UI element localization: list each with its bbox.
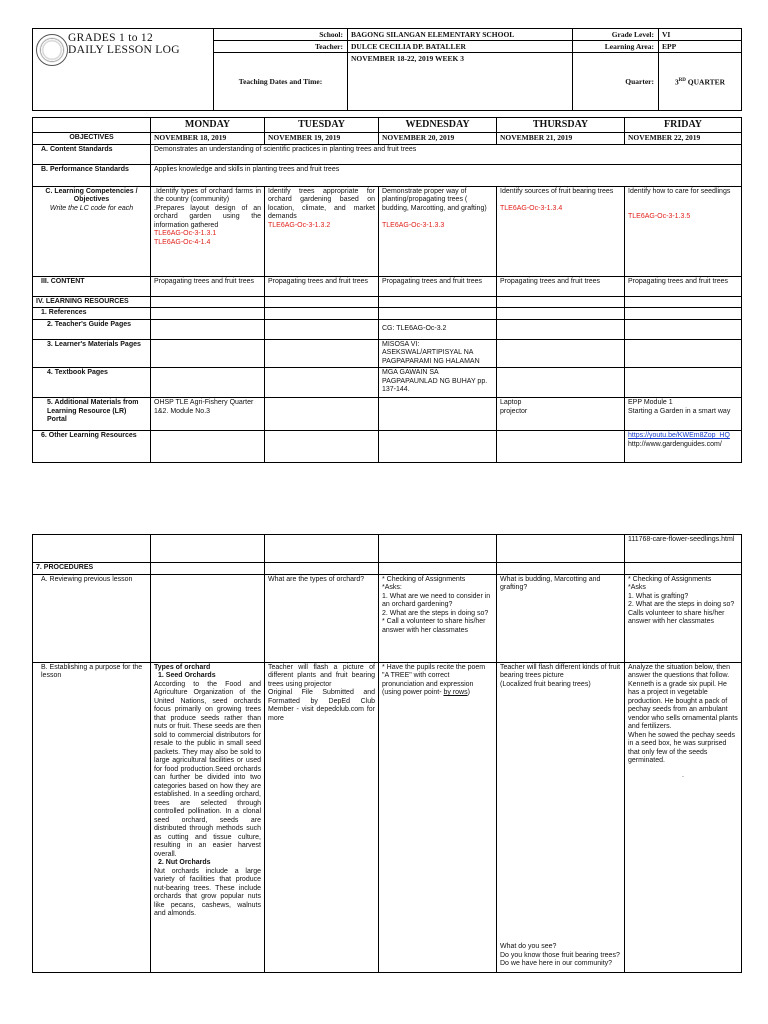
tb-wednesday: MGA GAWAIN SA PAGPAPAUNLAD NG BUHAY pp. 137-144.: [379, 368, 497, 398]
content-tuesday: Propagating trees and fruit trees: [265, 276, 379, 296]
content-thursday: Propagating trees and fruit trees: [497, 276, 625, 296]
references-row: [33, 308, 742, 320]
blank-corner: [33, 118, 151, 133]
competency-friday-code: TLE6AG-Oc-3-1.3.5: [628, 213, 691, 220]
competency-thursday-text: Identify sources of fruit bearing trees: [500, 187, 614, 195]
resources-label: IV. LEARNING RESOURCES: [33, 296, 151, 308]
dates-label: [214, 53, 348, 111]
add-monday: OHSP TLE Agri-Fishery Quarter 1&2. Module No.3: [151, 398, 265, 431]
quarter-label: Quarter:: [573, 53, 659, 111]
purpose-thursday-questions: What do you see? Do you know those fruit bearing trees? Do we have here in our community?: [500, 943, 620, 967]
review-thursday: What is budding, Marcotting and grafting?: [497, 574, 625, 662]
other-resources-row: [33, 431, 742, 463]
continuation-row: [33, 535, 742, 563]
youtube-link[interactable]: https://youtu.be/KWEm8Zop_HQ: [628, 432, 730, 439]
day-thursday: THURSDAY: [497, 118, 625, 133]
content-monday: Propagating trees and fruit trees: [151, 276, 265, 296]
dates-label-text: Teaching Dates and Time:: [238, 77, 323, 86]
area-value: EPP: [659, 41, 742, 53]
date-wednesday: NOVEMBER 20, 2019: [379, 133, 497, 145]
competencies-row: [33, 186, 742, 276]
competency-thursday: [497, 186, 625, 276]
teacher-label: Teacher:: [214, 41, 348, 53]
additional-row: [33, 398, 742, 431]
purpose-monday-p1: According to the Food and Agriculture Organization of the United Nations, seed orchards focus primarily on growing trees that produce seeds rather than nuts or fruit. These seeds are then sold to commercial distributors for resale to the public in small seed packets. They may also be sold to large agricultural facilities or used for food production.Seed orchards can further be divided into two categories based on how they are established. In a seedling orchard, trees are selected through controlled pollination. In a clonal seed orchard, seeds are distributed through methods such as cutting and tissue culture, resulting in an easier harvest overall.: [154, 680, 261, 858]
purpose-wednesday-note-a: (using power point-: [382, 689, 444, 696]
purpose-thursday: [497, 662, 625, 972]
competency-monday-text: .Identify types of orchard farms in the country (community) .Prepares layout design of an orchard garden using the information gathered: [154, 187, 261, 229]
learners-label: 3. Learner's Materials Pages: [33, 339, 151, 368]
add-thursday: Laptop projector: [497, 398, 625, 431]
grade-label: Grade Level:: [573, 29, 659, 41]
area-label: Learning Area:: [573, 41, 659, 53]
cont-friday: 111768-care-flower-seedlings.html: [625, 535, 742, 563]
purpose-friday-dot: .: [682, 771, 684, 779]
grade-value: VI: [659, 29, 742, 41]
lesson-table-part1: [32, 117, 742, 463]
additional-label: 5. Additional Materials from Learning Resource (LR) Portal: [33, 398, 151, 431]
performance-standards-label: B. Performance Standards: [33, 164, 151, 186]
purpose-label: B. Establishing a purpose for the lesson: [33, 662, 151, 972]
competencies-label: [33, 186, 151, 276]
lm-wednesday: MISOSA VI: ASEKSWAL/ARTIPISYAL NA PAGPAPARAMI NG HALAMAN: [379, 339, 497, 368]
competency-wednesday-code: TLE6AG-Oc-3-1.3.3: [382, 222, 445, 229]
add-friday: EPP Module 1 Starting a Garden in a smart way: [625, 398, 742, 431]
content-wednesday: Propagating trees and fruit trees: [379, 276, 497, 296]
competencies-sublabel: Write the LC code for each: [49, 204, 134, 212]
competency-tuesday: [265, 186, 379, 276]
competencies-label-text: C. Learning Competencies / Objectives: [45, 187, 138, 203]
purpose-tuesday: Teacher will flash a picture of different plants and fruit bearing trees using projector Original File Submitted and Formatted by DepEd Club Member - visit depedclub.com for more: [265, 662, 379, 972]
dates-value: NOVEMBER 18-22, 2019 WEEK 3: [348, 53, 573, 111]
lesson-table-part2: [32, 534, 742, 973]
other-friday: [625, 431, 742, 463]
title-line-1: GRADES 1 to 12: [68, 32, 154, 44]
teacher-value: DULCE CECILIA DP. BATALLER: [348, 41, 573, 53]
review-tuesday: What are the types of orchard?: [265, 574, 379, 662]
objectives-label: OBJECTIVES: [33, 133, 151, 145]
quarter-value: 3RD QUARTER: [659, 53, 742, 111]
competency-tuesday-code: TLE6AG-Oc-3-1.3.2: [268, 221, 331, 229]
review-wednesday: * Checking of Assignments *Asks: 1. What are we need to consider in an orchard gardening? 2. What are the steps in doing so? * Call a volunteer to share his/her answer with her classmates: [379, 574, 497, 662]
date-thursday: NOVEMBER 21, 2019: [497, 133, 625, 145]
days-row: [33, 118, 742, 133]
purpose-monday-sub2: 2. Nut Orchards: [158, 859, 211, 866]
competency-thursday-code: TLE6AG-Oc-3-1.3.4: [500, 205, 563, 212]
references-label: 1. References: [33, 308, 151, 320]
other-resources-label: 6. Other Learning Resources: [33, 431, 151, 463]
school-label: School:: [214, 29, 348, 41]
content-standards-label: A. Content Standards: [33, 144, 151, 164]
competency-monday: [151, 186, 265, 276]
gardenguides-link[interactable]: http://www.gardenguides.com/: [628, 440, 722, 448]
learners-row: [33, 339, 742, 368]
date-friday: NOVEMBER 22, 2019: [625, 133, 742, 145]
purpose-monday-title: Types of orchard: [154, 663, 211, 671]
competency-monday-code: TLE6AG-Oc-3-1.3.1 TLE6AG-Oc-4-1.4: [154, 230, 217, 246]
day-tuesday: TUESDAY: [265, 118, 379, 133]
textbook-label: 4. Textbook Pages: [33, 368, 151, 398]
tg-wednesday: CG: TLE6AG-Oc-3.2: [379, 319, 497, 339]
purpose-friday-text: Analyze the situation below, then answer the questions that follow. Kenneth is a grade six pupil. He has a project in vegetable production. He bought a pack of pechay seeds from an ambulant vendor who sells ornamental plants and fertilizers. When he sowed the pechay seeds in a seed box, he was surprised that only few of the seeds germinated.: [628, 663, 738, 764]
purpose-row: [33, 662, 742, 972]
purpose-monday: [151, 662, 265, 972]
purpose-wednesday-note: [382, 689, 493, 698]
competency-friday: [625, 186, 742, 276]
purpose-thursday-text: Teacher will flash different kinds of fruit bearing trees picture (Localized fruit bearing trees): [500, 663, 621, 688]
competency-wednesday-text: Demonstrate proper way of planting/propagating trees ( budding, Marcotting, and grafting): [382, 187, 487, 212]
purpose-wednesday-note-b: by rows: [443, 689, 468, 696]
content-friday: Propagating trees and fruit trees: [625, 276, 742, 296]
teachers-guide-label: 2. Teacher's Guide Pages: [33, 319, 151, 339]
school-value: BAGONG SILANGAN ELEMENTARY SCHOOL: [348, 29, 573, 41]
review-row: [33, 574, 742, 662]
purpose-monday-p2: Nut orchards include a large variety of facilities that produce nut-bearing trees. These include orchards that grow popular nuts like pecans, cashews, walnuts and almonds.: [154, 867, 261, 917]
competency-friday-text: Identify how to care for seedlings: [628, 187, 731, 195]
log-title: [68, 32, 180, 56]
date-tuesday: NOVEMBER 19, 2019: [265, 133, 379, 145]
procedures-row: [33, 563, 742, 575]
title-line-2: DAILY LESSON LOG: [68, 44, 180, 56]
day-monday: MONDAY: [151, 118, 265, 133]
content-label: III. CONTENT: [33, 276, 151, 296]
date-monday: NOVEMBER 18, 2019: [151, 133, 265, 145]
day-friday: FRIDAY: [625, 118, 742, 133]
content-standards-text: Demonstrates an understanding of scientific practices in planting trees and fruit trees: [151, 144, 742, 164]
content-standards-row: [33, 144, 742, 164]
purpose-friday: [625, 662, 742, 972]
objectives-row: [33, 133, 742, 145]
competency-wednesday: [379, 186, 497, 276]
performance-standards-row: [33, 164, 742, 186]
textbook-row: [33, 368, 742, 398]
resources-row: [33, 296, 742, 308]
day-wednesday: WEDNESDAY: [379, 118, 497, 133]
review-label: A. Reviewing previous lesson: [33, 574, 151, 662]
review-friday: * Checking of Assignments *Asks 1. What is grafting? 2. What are the steps in doing so? Calls volunteer to share his/her answer with her classmates: [625, 574, 742, 662]
purpose-wednesday-text: * Have the pupils recite the poem "A TREE" with correct pronunciation and expression: [382, 663, 486, 688]
competency-tuesday-text: Identify trees appropriate for orchard gardening based on location, climate, and market demands: [268, 187, 375, 220]
teachers-guide-row: [33, 319, 742, 339]
deped-seal-logo: [36, 34, 68, 66]
procedures-label: 7. PROCEDURES: [33, 563, 151, 575]
purpose-wednesday: [379, 662, 497, 972]
performance-standards-text: Applies knowledge and skills in planting trees and fruit trees: [151, 164, 742, 186]
purpose-wednesday-note-c: ): [467, 689, 470, 696]
content-row: [33, 276, 742, 296]
purpose-monday-sub1: 1. Seed Orchards: [158, 672, 216, 679]
